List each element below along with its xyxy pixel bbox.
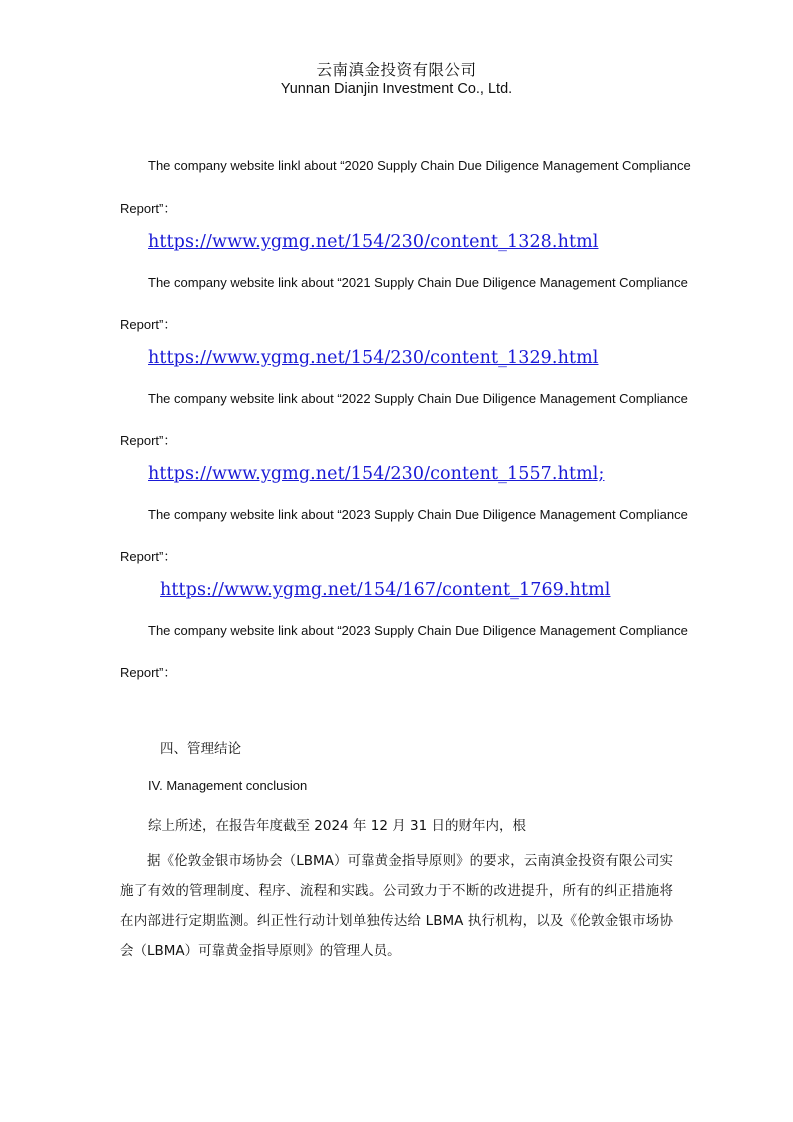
report-2022-label: Report”：: [120, 433, 177, 448]
report-2023-link[interactable]: https://www.ygmg.net/154/167/content_1769.html: [160, 580, 611, 600]
company-name-cn: 云南滇金投资有限公司: [316, 61, 477, 79]
conclusion-body: 据《伦敦金银市场协会（LBMA）可靠黄金指导原则》的要求，云南滇金投资有限公司实施了有效的管理制度、程序、流程和实践。公司致力于不断的改进提升，所有的纠正措施将在内部进行定期监测。纠正性行动计划单独传达给 LBMA 执行机构，以及《伦敦金银市场协会（LBMA）可靠黄金指导原则》的管理人员。: [120, 853, 673, 959]
report-2022-link[interactable]: https://www.ygmg.net/154/230/content_1557.html;: [148, 464, 605, 484]
company-name-en: Yunnan Dianjin Investment Co., Ltd.: [280, 81, 513, 97]
conclusion-first-line: 综上所述，在报告年度截至 2024 年 12 月 31 日的财年内，根: [148, 818, 526, 834]
report-2023-intro: The company website link about “2023 Supply Chain Due Diligence Management Compliance: [148, 507, 688, 522]
report-2021-link[interactable]: https://www.ygmg.net/154/230/content_1329.html: [148, 348, 599, 368]
report-2020-label: Report”：: [120, 201, 177, 216]
report-2021-label: Report”：: [120, 317, 177, 332]
conclusion-heading-en: IV. Management conclusion: [148, 778, 308, 793]
report-2022-intro: The company website link about “2022 Supply Chain Due Diligence Management Compliance: [148, 391, 688, 406]
report-2020-link[interactable]: https://www.ygmg.net/154/230/content_1328.html: [148, 232, 599, 252]
report-2020-intro: The company website linkl about “2020 Supply Chain Due Diligence Management Compliance: [148, 158, 691, 173]
conclusion-heading-cn: 四、管理结论: [160, 741, 241, 757]
report-2023-label: Report”：: [120, 549, 177, 564]
report-2023b-intro: The company website link about “2023 Supply Chain Due Diligence Management Compliance: [148, 623, 688, 638]
report-2021-intro: The company website link about “2021 Supply Chain Due Diligence Management Compliance: [148, 275, 688, 290]
report-2023b-label: Report”：: [120, 665, 177, 680]
